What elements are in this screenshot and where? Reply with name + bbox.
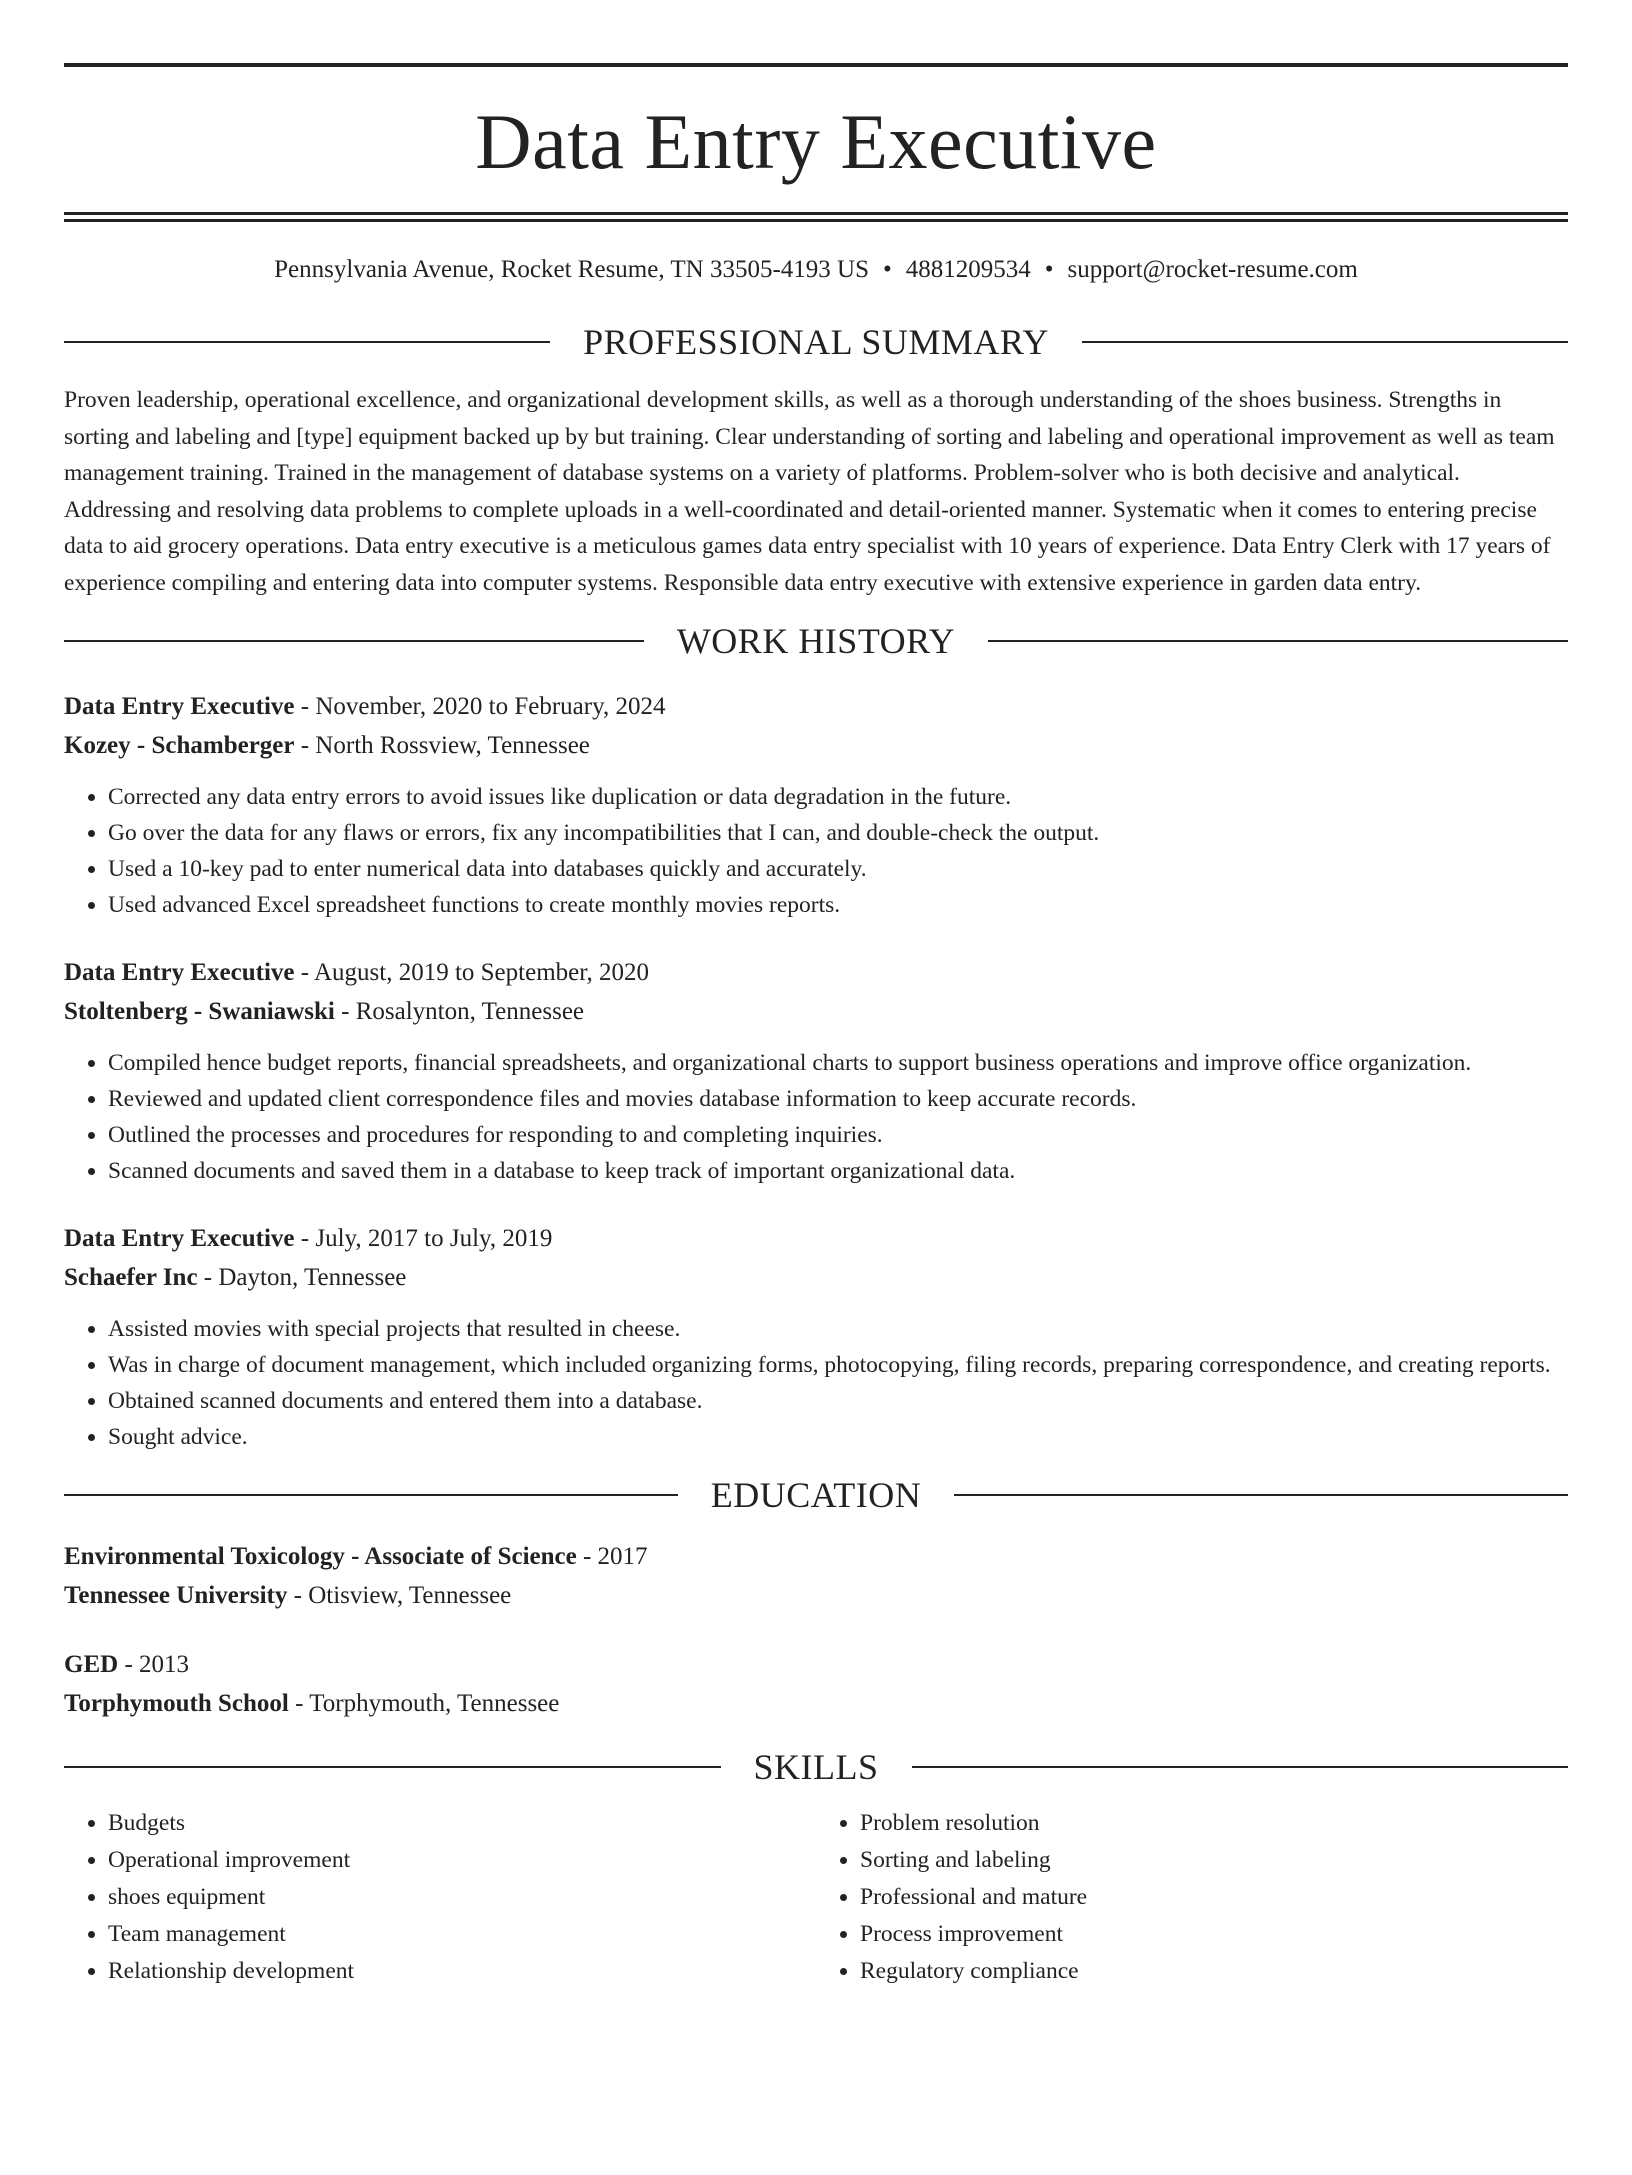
job-title: Data Entry Executive: [64, 959, 295, 986]
top-rule: [64, 63, 1568, 67]
job-company-line: [64, 1258, 1568, 1297]
list-item: • Reviewed and updated client correspondence files and movies database information to keep accurate records.: [108, 1081, 1568, 1117]
list-item: • Corrected any data entry errors to avoid issues like duplication or data degradation in the future.: [108, 779, 1568, 815]
section-title-education: EDUCATION: [710, 1475, 922, 1515]
contact-line: [64, 257, 1568, 282]
education-school-line: [64, 1576, 1568, 1615]
section-rule: [64, 640, 644, 642]
job-dates: - November, 2020 to February, 2024: [294, 693, 666, 720]
education-school: Torphymouth School: [64, 1690, 289, 1717]
education-entry: [64, 1537, 1568, 1615]
list-item: • Budgets: [108, 1805, 816, 1842]
contact-separator: •: [1044, 256, 1054, 283]
list-item: • Compiled hence budget reports, financial spreadsheets, and organizational charts to support business operations and improve office organization.: [108, 1045, 1568, 1081]
section-header-education: [64, 1477, 1568, 1513]
section-rule: [912, 1766, 1569, 1768]
list-item: • Assisted movies with special projects that resulted in cheese.: [108, 1311, 1568, 1347]
education-degree-line: [64, 1537, 1568, 1576]
job-title-line: [64, 687, 1568, 726]
job-dates: - July, 2017 to July, 2019: [294, 1225, 553, 1252]
list-item: • Used advanced Excel spreadsheet functions to create monthly movies reports.: [108, 887, 1568, 923]
section-rule: [64, 341, 550, 343]
job-company-line: [64, 726, 1568, 765]
job-entry: [64, 687, 1568, 923]
section-rule: [954, 1494, 1568, 1496]
skills-column-right: [816, 1805, 1568, 1990]
job-bullets: [64, 779, 1568, 923]
list-item: • Problem resolution: [860, 1805, 1568, 1842]
double-rule: [64, 212, 1568, 222]
list-item: • Scanned documents and saved them in a database to keep track of important organizational data.: [108, 1153, 1568, 1189]
list-item: • Outlined the processes and procedures for responding to and completing inquiries.: [108, 1117, 1568, 1153]
job-location: - Dayton, Tennessee: [197, 1264, 407, 1291]
contact-separator: •: [883, 256, 892, 283]
contact-address: Pennsylvania Avenue, Rocket Resume, TN 33505-4193 US: [274, 256, 869, 283]
job-location: - Rosalynton, Tennessee: [334, 998, 585, 1025]
list-item: • Used a 10-key pad to enter numerical data into databases quickly and accurately.: [108, 851, 1568, 887]
section-header-summary: [64, 324, 1568, 360]
list-item: • Process improvement: [860, 1916, 1568, 1953]
job-title-line: [64, 1219, 1568, 1258]
contact-phone: 4881209534: [905, 256, 1031, 283]
education-degree-line: [64, 1645, 1568, 1684]
job-entry: [64, 1219, 1568, 1455]
section-title-work: WORK HISTORY: [676, 621, 956, 661]
list-item: • Relationship development: [108, 1953, 816, 1990]
education-year: - 2017: [576, 1543, 648, 1570]
section-title-summary: PROFESSIONAL SUMMARY: [583, 322, 1049, 362]
job-company-line: [64, 992, 1568, 1031]
education-degree: GED: [64, 1651, 119, 1678]
education-entry: [64, 1645, 1568, 1723]
list-item: • Team management: [108, 1916, 816, 1953]
section-header-skills: [64, 1749, 1568, 1785]
resume-page: [0, 63, 1632, 2175]
section-title-skills: SKILLS: [753, 1747, 879, 1787]
job-title: Data Entry Executive: [64, 693, 295, 720]
list-item: • Go over the data for any flaws or errors, fix any incompatibilities that I can, and double-check the output.: [108, 815, 1568, 851]
skills-column-left: [64, 1805, 816, 1990]
job-bullets: [64, 1045, 1568, 1189]
section-header-work: [64, 623, 1568, 659]
education-school-line: [64, 1684, 1568, 1723]
section-rule: [1082, 341, 1568, 343]
list-item: • Regulatory compliance: [860, 1953, 1568, 1990]
education-school: Tennessee University: [64, 1582, 288, 1609]
list-item: • Was in charge of document management, which included organizing forms, photocopying, filing records, preparing correspondence, and creating reports.: [108, 1347, 1568, 1383]
list-item: • Professional and mature: [860, 1879, 1568, 1916]
resume-name: Data Entry Executive: [475, 98, 1157, 185]
job-company: Schaefer Inc: [64, 1264, 198, 1291]
job-dates: - August, 2019 to September, 2020: [294, 959, 650, 986]
section-rule: [988, 640, 1568, 642]
job-bullets: [64, 1311, 1568, 1455]
education-location: - Otisview, Tennessee: [287, 1582, 512, 1609]
list-item: • shoes equipment: [108, 1879, 816, 1916]
skills-grid: [64, 1805, 1568, 1990]
education-degree: Environmental Toxicology - Associate of Science: [64, 1543, 577, 1570]
section-rule: [64, 1494, 678, 1496]
summary-text: Proven leadership, operational excellence, and organizational development skills, as well as a thorough understanding of the shoes business. Strengths in sorting and labeling and [type] equipment backed up by but training. Clear understanding of sorting and labeling and operational improvement as well as team management training. Trained in the management of database systems on a variety of platforms. Problem-solver who is both decisive and analytical. Addressing and resolving data problems to complete uploads in a well-coordinated and detail-oriented manner. Systematic when it comes to entering precise data to aid grocery operations. Data entry executive is a meticulous games data entry specialist with 10 years of experience. Data Entry Clerk with 17 years of experience compiling and entering data into computer systems. Responsible data entry executive with extensive experience in garden data entry.: [64, 387, 1555, 596]
list-item: • Obtained scanned documents and entered them into a database.: [108, 1383, 1568, 1419]
section-rule: [64, 1766, 721, 1768]
job-company: Kozey - Schamberger: [64, 732, 295, 759]
contact-email: support@rocket-resume.com: [1067, 256, 1358, 283]
education-location: - Torphymouth, Tennessee: [288, 1690, 560, 1717]
list-item: • Sought advice.: [108, 1419, 1568, 1455]
list-item: • Operational improvement: [108, 1842, 816, 1879]
education-year: - 2013: [118, 1651, 190, 1678]
job-company: Stoltenberg - Swaniawski: [64, 998, 335, 1025]
job-entry: [64, 953, 1568, 1189]
list-item: • Sorting and labeling: [860, 1842, 1568, 1879]
job-title: Data Entry Executive: [64, 1225, 295, 1252]
job-title-line: [64, 953, 1568, 992]
job-location: - North Rossview, Tennessee: [294, 732, 590, 759]
